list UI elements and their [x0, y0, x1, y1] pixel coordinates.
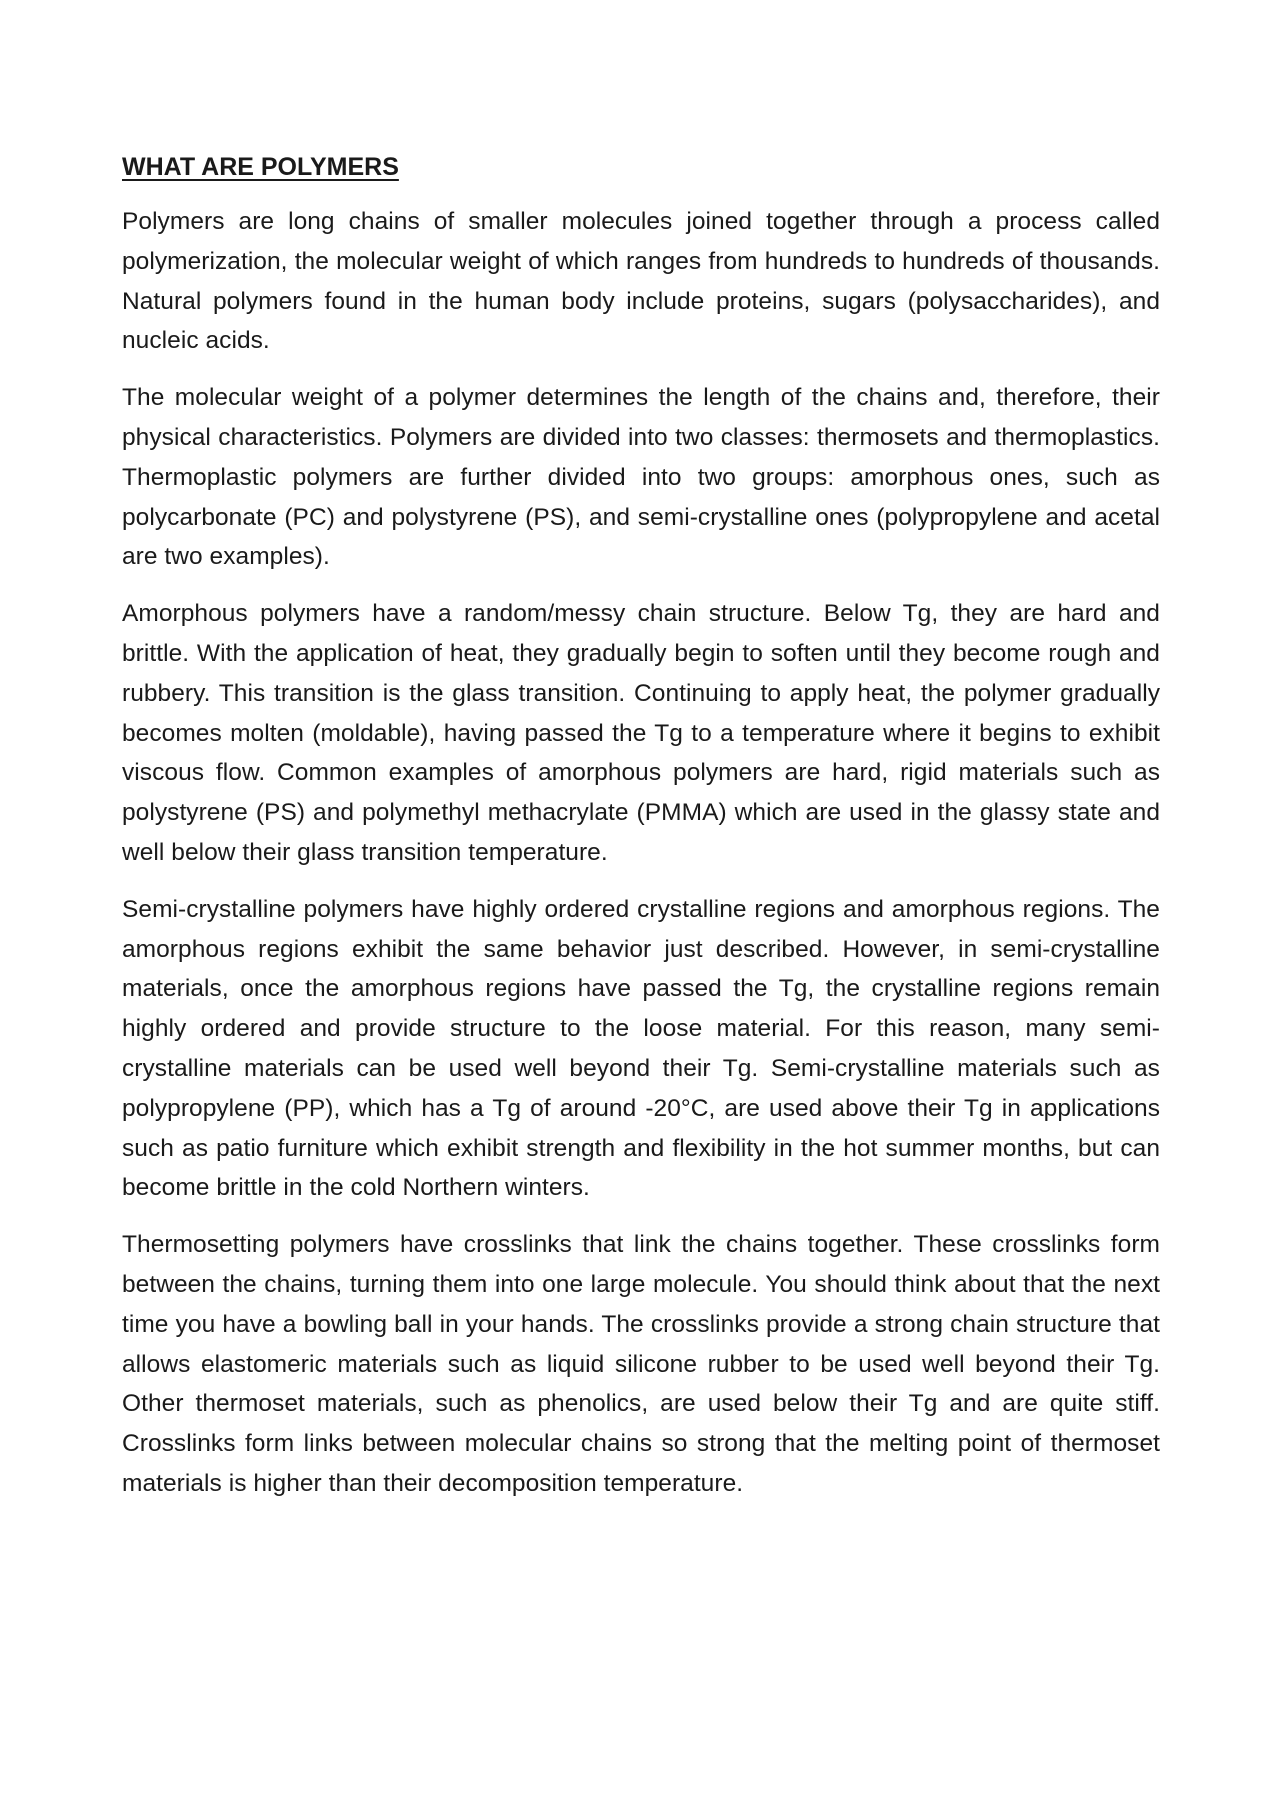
page-title: WHAT ARE POLYMERS: [122, 153, 399, 181]
paragraph-introduction: Polymers are long chains of smaller molecules joined together through a process called polymerization, the molecular weight of which ranges from hundreds to hundreds of thousands. Natural polymers found in the human body include proteins, sugars (polysaccharides), and nucleic acids.: [122, 208, 1160, 355]
paragraph-amorphous: Amorphous polymers have a random/messy chain structure. Below Tg, they are hard and brittle. With the application of heat, they gradually begin to soften until they become rough and rubbery. This transition is the glass transition. Continuing to apply heat, the polymer gradually becomes molten (moldable), having passed the Tg to a temperature where it begins to exhibit viscous flow. Common examples of amorphous polymers are hard, rigid materials such as polystyrene (PS) and polymethyl methacrylate (PMMA) which are used in the glassy state and well below their glass transition temperature.: [122, 600, 1160, 866]
document-page: [122, 150, 1160, 1521]
paragraph-semi-crystalline: Semi-crystalline polymers have highly ordered crystalline regions and amorphous regions. The amorphous regions exhibit the same behavior just described. However, in semi-crystalline materials, once the amorphous regions have passed the Tg, the crystalline regions remain highly ordered and provide structure to the loose material. For this reason, many semi-crystalline materials can be used well beyond their Tg. Semi-crystalline materials such as polypropylene (PP), which has a Tg of around -20°C, are used above their Tg in applications such as patio furniture which exhibit strength and flexibility in the hot summer months, but can become brittle in the cold Northern winters.: [122, 895, 1160, 1202]
paragraph-thermosetting: Thermosetting polymers have crosslinks that link the chains together. These crosslinks form between the chains, turning them into one large molecule. You should think about that the next time you have a bowling ball in your hands. The crosslinks provide a strong chain structure that allows elastomeric materials such as liquid silicone rubber to be used well beyond their Tg. Other thermoset materials, such as phenolics, are used below their Tg and are quite stiff. Crosslinks form links between molecular chains so strong that the melting point of thermoset materials is higher than their decomposition temperature.: [122, 1231, 1160, 1497]
paragraph-classes: The molecular weight of a polymer determines the length of the chains and, therefore, their physical characteristics. Polymers are divided into two classes: thermosets and thermoplastics. Thermoplastic polymers are further divided into two groups: amorphous ones, such as polycarbonate (PC) and polystyrene (PS), and semi-crystalline ones (polypropylene and acetal are two examples).: [122, 384, 1160, 571]
